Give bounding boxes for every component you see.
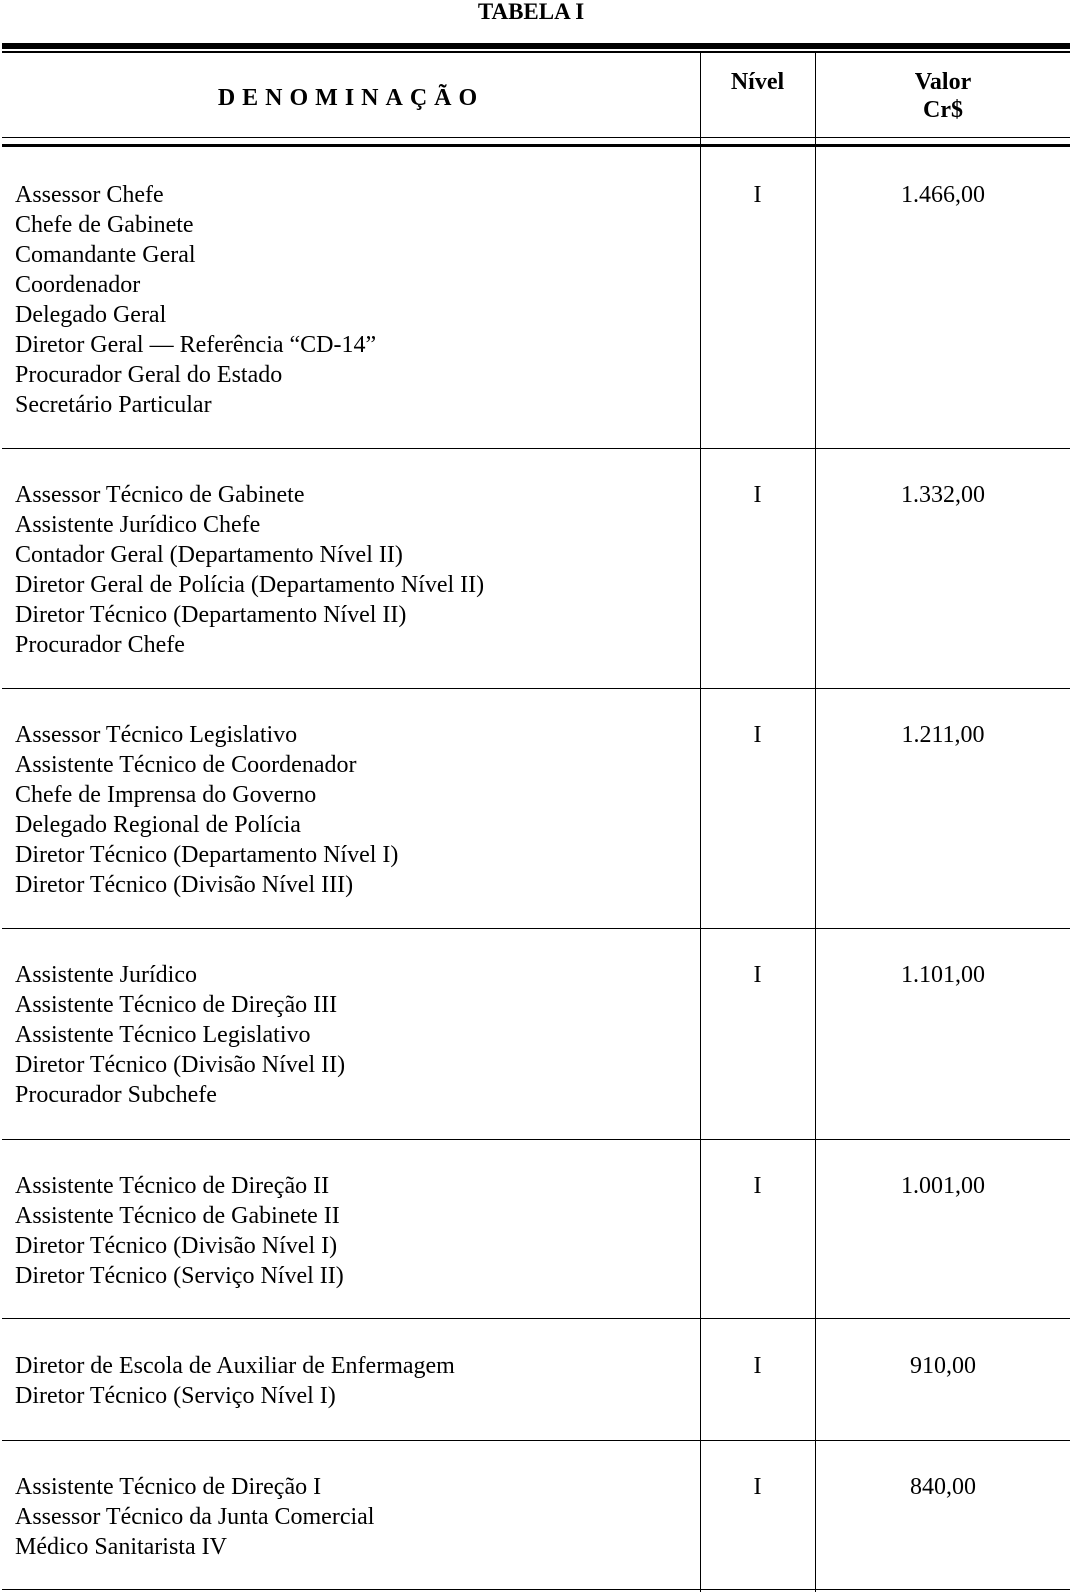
header-bottom-thick-rule (2, 144, 1070, 147)
denominacao-group (15, 960, 695, 1110)
header-valor-currency: Cr$ (923, 97, 963, 123)
row-divider (2, 1318, 1070, 1319)
denominacao-item: Assistente Técnico Legislativo (15, 1022, 311, 1048)
denominacao-item: Secretário Particular (15, 392, 212, 418)
row-divider (2, 448, 1070, 449)
denominacao-item: Diretor de Escola de Auxiliar de Enfermagem (15, 1353, 455, 1379)
denominacao-item: Procurador Chefe (15, 632, 185, 658)
valor-cell: 1.211,00 (901, 722, 985, 748)
denominacao-item: Diretor Técnico (Divisão Nível I) (15, 1233, 338, 1259)
valor-cell: 840,00 (910, 1474, 976, 1500)
denominacao-item: Coordenador (15, 272, 141, 298)
denominacao-item: Assistente Técnico de Direção III (15, 992, 338, 1018)
valor-cell: 1.001,00 (901, 1173, 985, 1199)
denominacao-item: Diretor Técnico (Divisão Nível II) (15, 1052, 346, 1078)
row-divider (2, 1440, 1070, 1441)
valor-cell: 910,00 (910, 1353, 976, 1379)
header-bottom-thin-rule (2, 137, 1070, 138)
nivel-cell: I (753, 1353, 762, 1379)
denominacao-item: Assistente Jurídico (15, 962, 197, 988)
valor-cell: 1.332,00 (901, 482, 985, 508)
denominacao-group (15, 720, 695, 900)
denominacao-group (15, 1171, 695, 1291)
nivel-cell: I (753, 182, 762, 208)
denominacao-item: Comandante Geral (15, 242, 196, 268)
denominacao-item: Diretor Geral — Referência “CD-14” (15, 332, 377, 358)
denominacao-item: Procurador Geral do Estado (15, 362, 283, 388)
top-thin-rule (2, 51, 1070, 53)
denominacao-item: Assistente Técnico de Coordenador (15, 752, 357, 778)
denominacao-item: Chefe de Imprensa do Governo (15, 782, 317, 808)
denominacao-item: Diretor Técnico (Serviço Nível II) (15, 1263, 344, 1289)
header-valor-label: Valor (914, 69, 972, 95)
denominacao-item: Assessor Técnico da Junta Comercial (15, 1504, 375, 1530)
row-divider (2, 1589, 1070, 1590)
nivel-cell: I (753, 482, 762, 508)
denominacao-item: Diretor Técnico (Serviço Nível I) (15, 1383, 336, 1409)
denominacao-item: Assessor Chefe (15, 182, 164, 208)
denominacao-item: Contador Geral (Departamento Nível II) (15, 542, 403, 568)
header-valor (816, 68, 1070, 124)
denominacao-group (15, 180, 695, 420)
nivel-cell: I (753, 962, 762, 988)
table-title: TABELA I (477, 0, 585, 24)
denominacao-item: Assessor Técnico Legislativo (15, 722, 298, 748)
denominacao-item: Diretor Técnico (Divisão Nível III) (15, 872, 354, 898)
denominacao-group (15, 1351, 695, 1411)
row-divider (2, 688, 1070, 689)
denominacao-group (15, 1472, 695, 1562)
denominacao-item: Chefe de Gabinete (15, 212, 194, 238)
nivel-cell: I (753, 1474, 762, 1500)
valor-cell: 1.466,00 (901, 182, 985, 208)
denominacao-item: Assistente Técnico de Gabinete II (15, 1203, 340, 1229)
denominacao-item: Delegado Geral (15, 302, 167, 328)
denominacao-item: Assistente Jurídico Chefe (15, 512, 261, 538)
denominacao-item: Diretor Técnico (Departamento Nível I) (15, 842, 399, 868)
denominacao-item: Assistente Técnico de Direção I (15, 1474, 322, 1500)
denominacao-item: Diretor Técnico (Departamento Nível II) (15, 602, 407, 628)
top-thick-rule (2, 43, 1070, 49)
denominacao-item: Assistente Técnico de Direção II (15, 1173, 330, 1199)
denominacao-group (15, 480, 695, 660)
denominacao-item: Procurador Subchefe (15, 1082, 217, 1108)
header-nivel: Nível (730, 69, 785, 95)
denominacao-item: Delegado Regional de Polícia (15, 812, 301, 838)
nivel-cell: I (753, 1173, 762, 1199)
valor-cell: 1.101,00 (901, 962, 985, 988)
denominacao-item: Diretor Geral de Polícia (Departamento Nível II) (15, 572, 485, 598)
row-divider (2, 928, 1070, 929)
header-denominacao: DENOMINAÇÃO (217, 85, 485, 111)
denominacao-item: Médico Sanitarista IV (15, 1534, 227, 1560)
denominacao-item: Assessor Técnico de Gabinete (15, 482, 305, 508)
nivel-cell: I (753, 722, 762, 748)
row-divider (2, 1139, 1070, 1140)
